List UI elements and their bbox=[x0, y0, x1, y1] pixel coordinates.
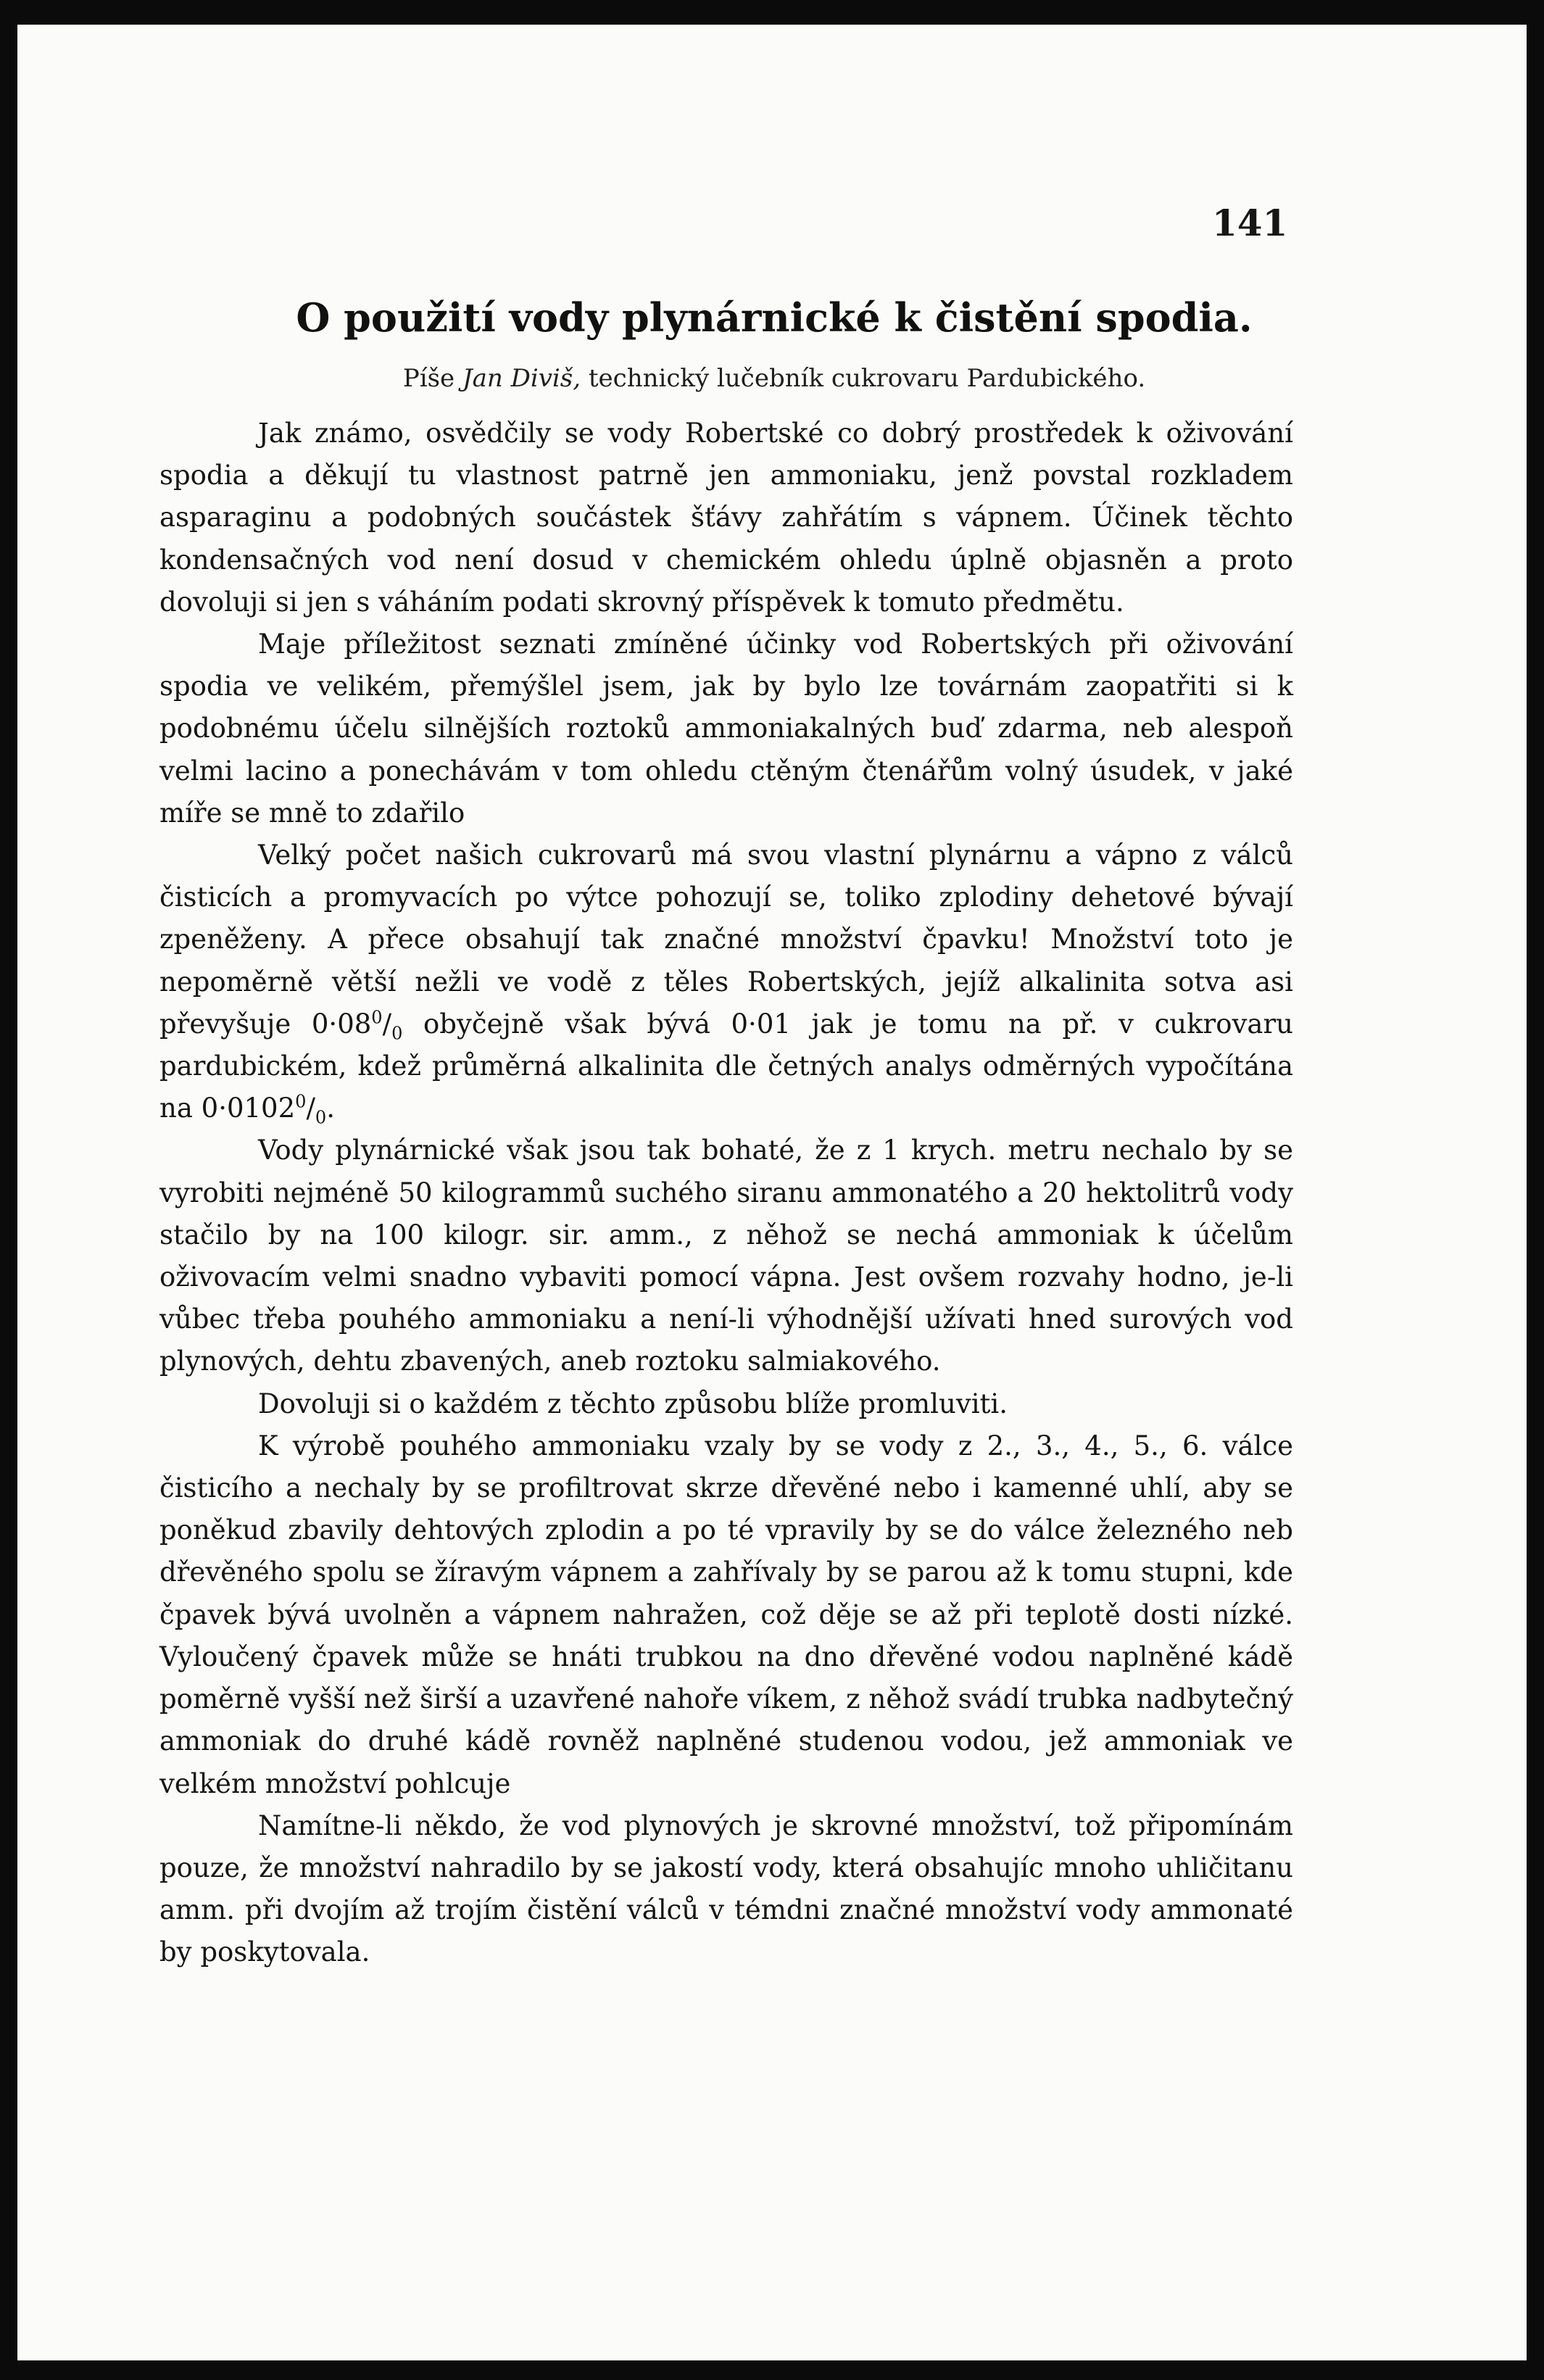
percent-subscript: 0 bbox=[391, 1023, 403, 1044]
paragraph-1: Jak známo, osvědčily se vody Robertské co dobrý prostředek k oživování spodia a děkují tu vlastnost patrně jen ammoniaku, jenž povstal rozkladem asparaginu a podobných součástek šťávy zahřátím s vápnem. Účinek těchto kondensačných vod není dosud v chemickém ohledu úplně objasněn a proto dovoluji si jen s váháním podati skrovný příspěvek k tomuto předmětu. bbox=[159, 418, 1293, 618]
paragraph-3 bbox=[159, 834, 1293, 1129]
paragraph-3-text: Velký počet našich cukrovarů má svou vlastní plynárnu a vápno z válců čisticích a promyvacích po výtce pohozují se, toliko zplodiny dehetové bývají zpeněženy. A přece obsahují tak značné množství čpavku! Množství toto je nepoměrně větší nežli ve vodě z těles Robertských, jejíž alkalinita sotva asi převyšuje 0·08 bbox=[159, 839, 1293, 1040]
article-title: O použití vody plynárnické k čistění spodia. bbox=[296, 294, 1253, 341]
paragraph-3-continued: obyčejně však bývá 0·01 jak je tomu na př. v cukrovaru pardubickém, kdež průměrná alkalinita dle četných analys odměrných vypočítána na 0·0102 bbox=[159, 1008, 1294, 1124]
percent-subscript-2: 0 bbox=[315, 1107, 327, 1128]
percent-slash: / bbox=[382, 1008, 392, 1040]
percent-slash-2: / bbox=[306, 1092, 315, 1124]
paragraph-6: K výrobě pouhého ammoniaku vzaly by se vody z 2., 3., 4., 5., 6. válce čisticího a nechaly by se profiltrovat skrze dřevěné nebo i kamenné uhlí, aby se poněkud zbavily dehtových zplodin a po té vpravily by se do válce železného neb dřevěného spolu se žíravým vápnem a zahřívaly by se parou až k tomu stupni, kde čpavek bývá uvolněn a vápnem nahražen, což děje se až při teplotě dosti nízké. Vyloučený čpavek může se hnáti trubkou na dno dřevěné vodou naplněné kádě poměrně vyšší než širší a uzavřené nahoře víkem, z něhož svádí trubka nadbytečný ammoniak do druhé kádě rovněž naplněné studenou vodou, jež ammoniak ve velkém množství pohlcuje bbox=[159, 1430, 1293, 1799]
paragraph-4: Vody plynárnické však jsou tak bohaté, že z 1 krych. metru nechalo by se vyrobiti nejméně 50 kilogrammů suchého siranu ammonatého a 20 hektolitrů vody stačilo by na 100 kilogr. sir. amm., z něhož se nechá ammoniak k účelům oživovacím velmi snadno vybaviti pomocí vápna. Jest ovšem rozvahy hodno, je-li vůbec třeba pouhého ammoniaku a není-li výhodnější užívati hned surových vod plynových, dehtu zbavených, aneb roztoku salmiakového. bbox=[159, 1135, 1293, 1377]
page-number: 141 bbox=[1212, 202, 1288, 244]
byline-role: technický lučebník cukrovaru Pardubického. bbox=[588, 364, 1146, 393]
byline-prefix: Píše bbox=[402, 364, 455, 393]
paragraph-7: Namítne-li někdo, že vod plynových je skrovné množství, tož připomínám pouze, že množství nahradilo by se jakostí vody, která obsahujíc mnoho uhličitanu amm. při dvojím až trojím čistění válců v témdni značné množství vody ammonaté by poskytovala. bbox=[159, 1809, 1293, 1968]
percent-superscript: 0 bbox=[371, 1007, 383, 1028]
sentence-period: . bbox=[326, 1092, 335, 1124]
article-byline bbox=[223, 364, 1325, 393]
article-body bbox=[159, 412, 1293, 1974]
paragraph-2: Maje příležitost seznati zmíněné účinky vod Robertských při oživování spodia ve velikém, přemýšlel jsem, jak by bylo lze továrnám zaopatřiti si k podobnému účelu silnějších roztoků ammoniakalných buď zdarma, neb alespoň velmi lacino a ponechávám v tom ohledu ctěným čtenářům volný úsudek, v jaké míře se mně to zdařilo bbox=[159, 629, 1293, 829]
document-page bbox=[17, 25, 1527, 2360]
percent-superscript-2: 0 bbox=[295, 1091, 307, 1112]
paragraph-5: Dovoluji si o každém z těchto způsobu blíže promluviti. bbox=[258, 1388, 1008, 1419]
byline-author: Jan Diviš, bbox=[462, 364, 581, 393]
